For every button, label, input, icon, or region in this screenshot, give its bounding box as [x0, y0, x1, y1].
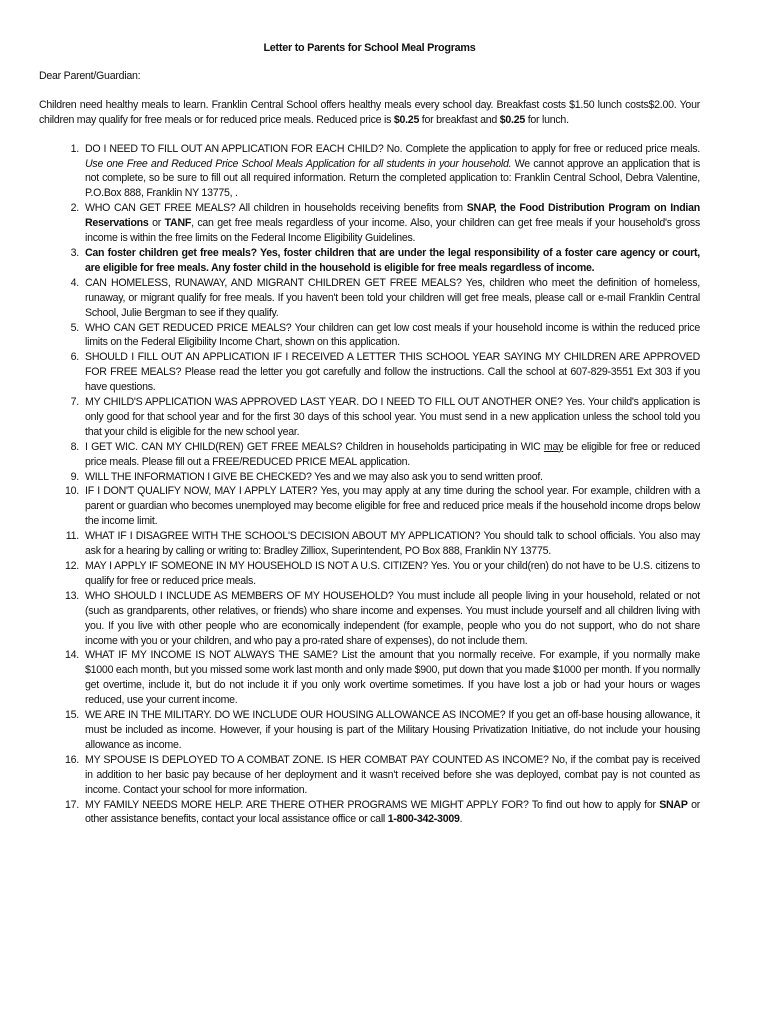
item-text: WE ARE IN THE MILITARY. DO WE INCLUDE OUR HOUSING ALLOWANCE AS INCOME? If you get an off-base housing allowance, it must be included as income. However, if your housing is part of the Military Housing Privatization Initiative, do not include your housing allowance as income.	[85, 709, 700, 751]
item-underlined-text: may	[543, 440, 564, 453]
item-bold-text: Can foster children get free meals? Yes, foster children that are under the legal responsibility of a foster care agency or court, are eligible for free meals. Any foster child in the household is eligible for free meals regardless of income.	[85, 246, 700, 274]
item-text: WHAT IF I DISAGREE WITH THE SCHOOL'S DECISION ABOUT MY APPLICATION? You should talk to school officials. You also may ask for a hearing by calling or writing to: Bradley Zilliox, Superintendent, PO Box 888, Franklin NY 13775.	[85, 530, 700, 558]
item-number: 6.	[70, 351, 79, 364]
item-bold-text: 1-800-342-3009	[387, 813, 460, 826]
faq-item	[39, 142, 700, 202]
item-number: 13.	[65, 589, 79, 602]
item-number: 16.	[65, 753, 79, 766]
item-number: 5.	[70, 321, 79, 334]
item-bold-text: TANF	[164, 217, 192, 230]
intro-text: for lunch.	[525, 113, 569, 126]
item-text: MY FAMILY NEEDS MORE HELP. ARE THERE OTHER PROGRAMS WE MIGHT APPLY FOR? To find out how to apply for	[85, 798, 660, 811]
item-number: 12.	[65, 560, 79, 572]
faq-item	[39, 559, 700, 589]
faq-item	[39, 470, 700, 485]
item-number: 4.	[70, 276, 79, 289]
letter-title: Letter to Parents for School Meal Programs	[263, 42, 476, 54]
intro-paragraph	[39, 98, 700, 128]
item-text: I GET WIC. CAN MY CHILD(REN) GET FREE MEALS? Children in households participating in WIC	[85, 440, 544, 453]
intro-text: for breakfast and	[419, 113, 500, 126]
item-text: SHOULD I FILL OUT AN APPLICATION IF I RECEIVED A LETTER THIS SCHOOL YEAR SAYING MY CHILDREN ARE APPROVED FOR FREE MEALS? Please read the letter you got carefully and follow the instructions. Call the school at 607-829-3551 Ext 303 if you have questions.	[85, 351, 700, 394]
intro-text: Children need healthy meals to learn. Franklin Central School offers healthy meals every school day. Breakfast costs $1.50 lunch costs$2.00. Your children may qualify for free meals or for reduced price meals. Reduced price is	[39, 98, 700, 126]
item-number: 15.	[65, 709, 79, 722]
faq-item	[39, 484, 700, 529]
faq-item	[39, 798, 700, 828]
faq-item	[39, 350, 700, 395]
item-text: MY SPOUSE IS DEPLOYED TO A COMBAT ZONE. IS HER COMBAT PAY COUNTED AS INCOME? No, if the combat pay is received in addition to her basic pay because of her deployment and it wasn't received before she was deployed, combat pay is not counted as income. Contact your school for more information.	[85, 753, 700, 796]
faq-item	[39, 753, 700, 798]
item-number: 10.	[65, 485, 79, 498]
item-text: WHO CAN GET FREE MEALS? All children in households receiving benefits from	[85, 202, 467, 215]
item-text: or other assistance benefits, contact your local assistance office or call	[85, 798, 700, 826]
item-bold-text: SNAP	[659, 798, 688, 811]
item-number: 1.	[70, 142, 79, 155]
item-text: CAN HOMELESS, RUNAWAY, AND MIGRANT CHILDREN GET FREE MEALS? Yes, children who meet the definition of homeless, runaway, or migrant qualify for free meals. If you haven't been told your children will get free meals, please call or e-mail Franklin Central School, Julie Bergman to see if they qualify.	[85, 276, 700, 319]
item-text: WHO CAN GET REDUCED PRICE MEALS? Your children can get low cost meals if your household income is within the reduced price limits on the Federal Eligibility Income Chart, shown on this application.	[85, 321, 700, 349]
faq-item	[39, 395, 700, 440]
item-number: 17.	[65, 798, 79, 811]
item-text: DO I NEED TO FILL OUT AN APPLICATION FOR EACH CHILD? No. Complete the application to apply for free or reduced price meals.	[85, 142, 700, 155]
faq-item	[39, 321, 700, 351]
faq-list	[39, 142, 700, 828]
faq-item	[39, 201, 700, 246]
item-text: IF I DON'T QUALIFY NOW, MAY I APPLY LATER? Yes, you may apply at any time during the school year. For example, children with a parent or guardian who becomes unemployed may become eligible for free and reduced price meals if the household income drops below the income limit.	[85, 485, 700, 528]
item-text: WHO SHOULD I INCLUDE AS MEMBERS OF MY HOUSEHOLD? You must include all people living in your household, related or not (such as grandparents, other relatives, or friends) who share income and expenses. You must include yourself and all children living with you. If you live with other people who are economically independent (for example, people who you do not support, who do not share income with you or your children, and who pay a pro-rated share of expenses), do not include them.	[85, 589, 700, 647]
salutation: Dear Parent/Guardian:	[39, 69, 141, 82]
item-text: MAY I APPLY IF SOMEONE IN MY HOUSEHOLD IS NOT A U.S. CITIZEN? Yes. You or your child(ren) do not have to be U.S. citizens to qualify for free or reduced price meals.	[85, 560, 700, 587]
item-italic-text: Use one Free and Reduced Price School Meals Application for all students in your household.	[85, 157, 512, 170]
item-number: 11.	[65, 530, 79, 543]
item-number: 8.	[70, 440, 79, 453]
item-bold-text: SNAP, the Food Distribution Program on Indian Reservations	[85, 202, 700, 230]
item-text: or	[148, 217, 165, 230]
item-text: MY CHILD'S APPLICATION WAS APPROVED LAST YEAR. DO I NEED TO FILL OUT ANOTHER ONE? Yes. Your child's application is only good for that school year and for the first 30 days of this school year. You must send in a new application unless the school told you that your child is eligible for the new school year.	[85, 396, 700, 438]
item-number: 3.	[70, 246, 79, 259]
item-number: 2.	[70, 202, 79, 215]
item-number: 14.	[65, 649, 79, 662]
lunch-reduced-price: $0.25	[499, 113, 525, 126]
faq-item	[39, 648, 700, 708]
item-text: WHAT IF MY INCOME IS NOT ALWAYS THE SAME? List the amount that you normally receive. For example, if you normally make $1000 each month, but you missed some work last month and only made $900, put down that you made $1000 per month. If you normally get overtime, include it, but do not include it if you only work overtime sometimes. If you have lost a job or had your hours or wages reduced, use your current income.	[85, 649, 700, 707]
item-text: .	[459, 813, 463, 826]
breakfast-reduced-price: $0.25	[393, 113, 420, 126]
item-number: 9.	[70, 470, 79, 483]
faq-item	[39, 589, 700, 649]
item-text: be eligible for free or reduced price meals. Please fill out a FREE/REDUCED PRICE MEAL application.	[85, 440, 701, 468]
faq-item	[39, 246, 700, 276]
item-text: , can get free meals regardless of your income. Also, your children can get free meals if your household's gross income is within the free limits on the Federal Income Eligibility Guidelines.	[85, 217, 701, 245]
faq-item	[39, 529, 700, 559]
faq-item	[39, 440, 700, 470]
item-text: We cannot approve an application that is not complete, so be sure to fill out all required information. Return the completed application to: Franklin Central School, Debra Valentine, P.O.Box 888, Franklin NY 13775, .	[85, 157, 700, 200]
item-number: 7.	[70, 396, 79, 409]
faq-item	[39, 276, 700, 321]
faq-item	[39, 708, 700, 753]
item-text: WILL THE INFORMATION I GIVE BE CHECKED? Yes and we may also ask you to send written proof.	[85, 470, 543, 483]
